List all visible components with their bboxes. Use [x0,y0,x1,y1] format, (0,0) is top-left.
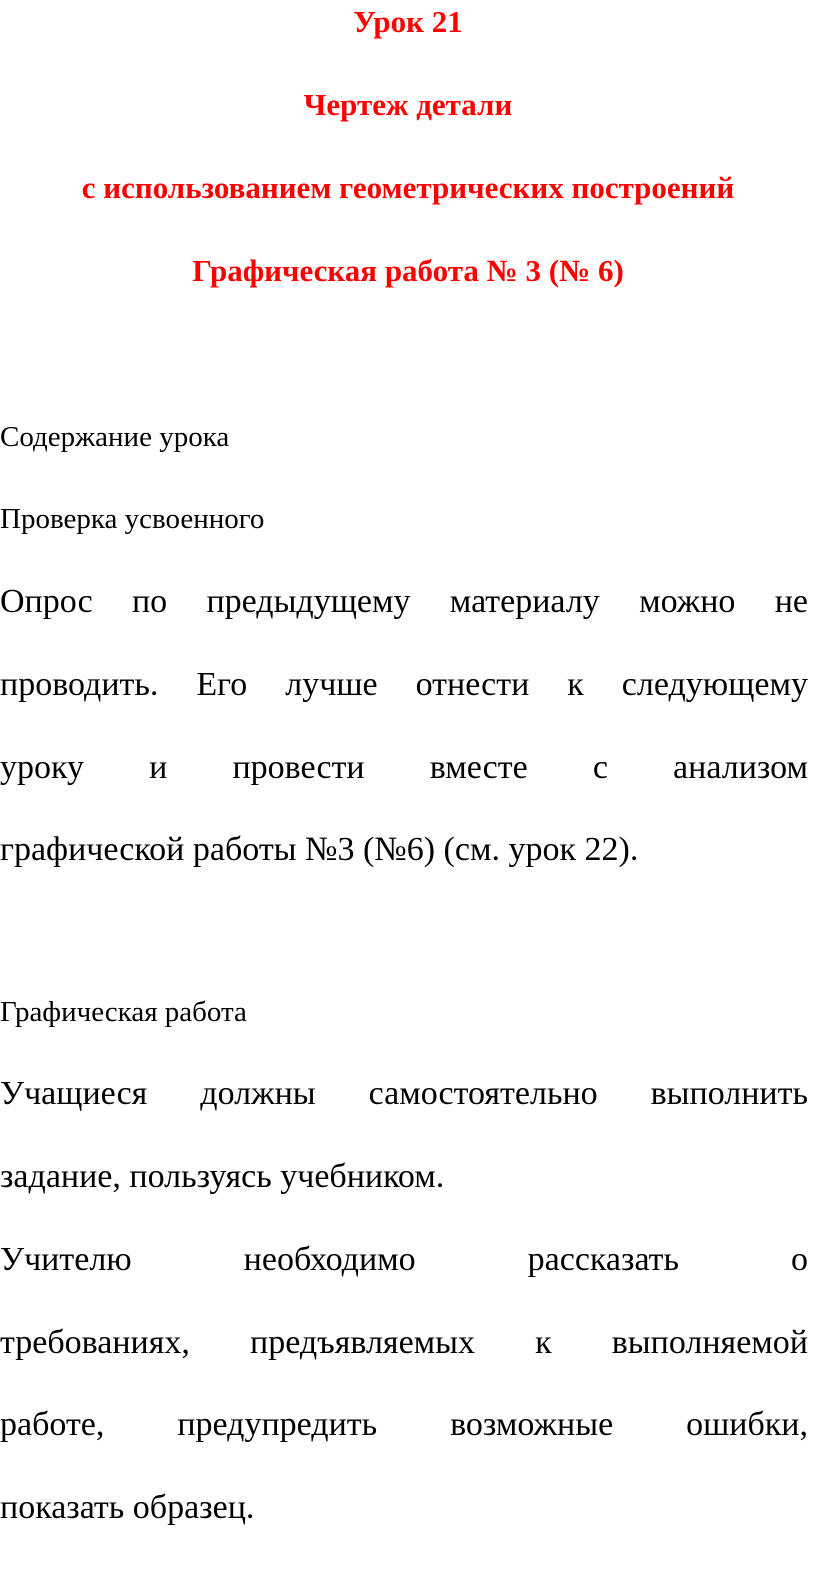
paragraph-line: Учителю необходимо рассказать о [0,1241,808,1278]
paragraph-line: задание, пользуясь учебником. [0,1158,445,1195]
paragraph-line: графической работы №3 (№6) (см. урок 22). [0,831,639,868]
paragraph-line: требованиях, предъявляемых к выполняемой [0,1324,808,1361]
lesson-title: Урок 21 [353,4,463,39]
paragraph-line: показать образец. [0,1489,255,1526]
lesson-subtitle-line-2: с использованием геометрических построений [81,170,735,205]
section-heading-lesson-content: Содержание урока [0,421,230,453]
paragraph-line: Учащиеся должны самостоятельно выполнить [0,1075,808,1112]
section-heading-graphic-work: Графическая работа [0,996,247,1028]
paragraph-line: уроку и провести вместе с анализом [0,749,808,786]
lesson-subtitle-line-3: Графическая работа № 3 (№ 6) [192,253,624,288]
paragraph-line: работе, предупредить возможные ошибки, [0,1406,808,1443]
paragraph-line: проводить. Его лучше отнести к следующему [0,666,808,703]
section-subheading-review: Проверка усвоенного [0,503,265,535]
paragraph-line: Опрос по предыдущему материалу можно не [0,583,808,620]
lesson-subtitle-line-1: Чертеж детали [303,87,513,122]
